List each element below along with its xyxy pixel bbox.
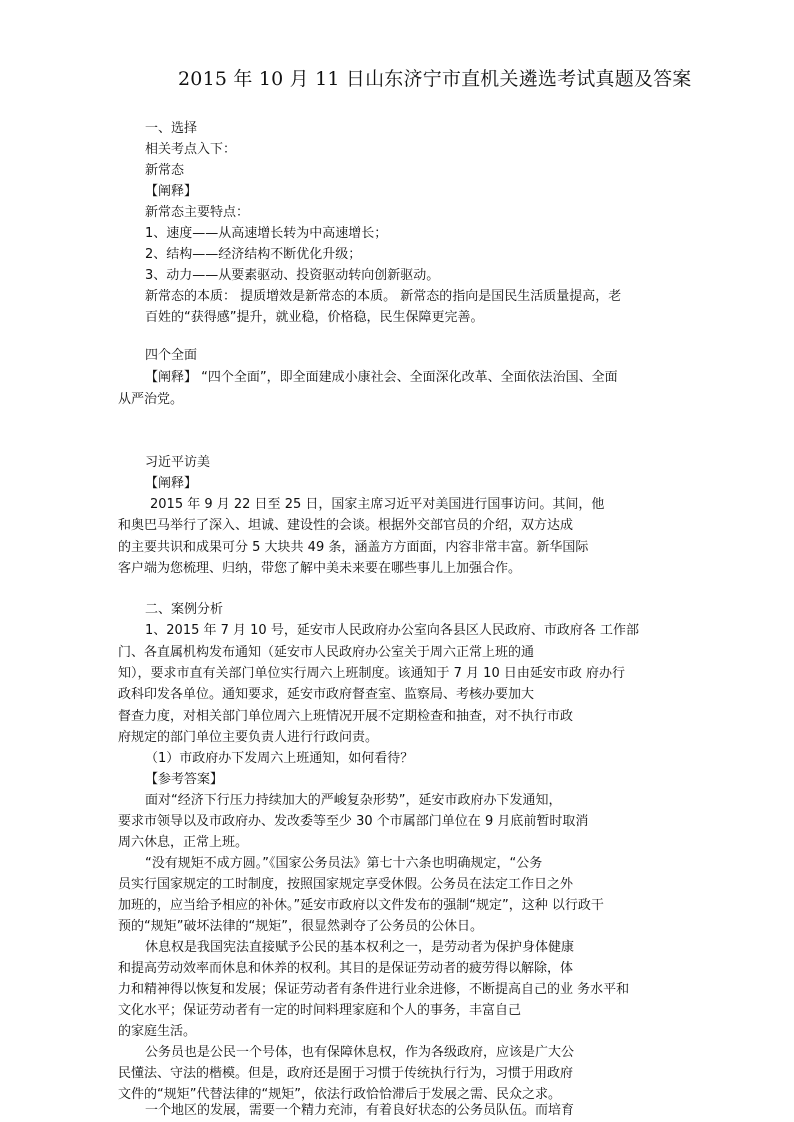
text-line: 百姓的“获得感”提升，就业稳，价格稳，民生保障更完善。: [145, 310, 484, 325]
text-line: 周六休息，正常上班。: [118, 835, 249, 850]
text-line: 面对“经济下行压力持续加大的严峻复杂形势”，延安市政府办下发通知，: [145, 793, 562, 808]
text-line: 1、2015 年 7 月 10 号，延安市人民政府办公室向各县区人民政府、市政府各 工作部: [145, 623, 639, 638]
text-line: 【阐释】 “四个全面”，即全面建成小康社会、全面深化改革、全面依法治国、全面: [145, 370, 618, 385]
question-line: （1）市政府办下发周六上班通知，如何看待？: [145, 751, 414, 766]
text-line: 客户端为您梳理、归纳，带您了解中美未来要在哪些事儿上加强合作。: [118, 561, 522, 576]
explanation-label: 【阐释】: [145, 184, 198, 199]
document-title: 2015 年 10 月 11 日山东济宁市直机关遴选考试真题及答案: [178, 68, 692, 90]
text-line: 公务员也是公民一个号体，也有保障休息权，作为各级政府，应该是广大公: [145, 1045, 575, 1060]
section-heading-choice: 一、选择: [145, 121, 198, 136]
text-line: 相关考点入下：: [145, 142, 237, 157]
text-line: 新常态主要特点：: [145, 205, 250, 220]
text-line: 的家庭生活。: [118, 1024, 197, 1039]
text-line: 府规定的部门单位主要负责人进行行政问责。: [118, 730, 379, 745]
text-line: 休息权是我国宪法直接赋予公民的基本权利之一，是劳动者为保护身体健康: [145, 940, 575, 955]
text-line: 的主要共识和成果可分 5 大块共 49 条，涵盖方方面面，内容非常丰富。新华国际: [118, 540, 589, 555]
text-line: “没有规矩不成方圆。”《国家公务员法》第七十六条也明确规定，“公务: [145, 856, 543, 871]
text-line: 新常态的本质： 提质增效是新常态的本质。 新常态的指向是国民生活质量提高，老: [145, 289, 622, 304]
topic-heading: 新常态: [145, 163, 185, 178]
text-line: 2、结构——经济结构不断优化升级；: [145, 247, 362, 262]
answer-label: 【参考答案】: [145, 772, 224, 787]
text-line: 加班的，应当给予相应的补休。”延安市政府以文件发布的强制“规定”，这种 以行政干: [118, 898, 604, 913]
text-line: 3、动力——从要素驱动、投资驱动转向创新驱动。: [145, 268, 440, 283]
text-line: 力和精神得以恢复和发展；保证劳动者有条件进行业余进修，不断提高自己的业 务水平和: [118, 982, 630, 997]
text-line: 知），要求市直有关部门单位实行周六上班制度。该通知于 7 月 10 日由延安市政 府办行: [118, 666, 625, 681]
text-line: 政科印发各单位。通知要求，延安市政府督查室、监察局、考核办要加大: [118, 687, 535, 702]
text-line: 预的“规矩”破坏法律的“规矩”，很显然剥夺了公务员的公休日。: [118, 919, 483, 934]
text-line: 督查力度，对相关部门单位周六上班情况开展不定期检查和抽查，对不执行市政: [118, 709, 574, 724]
text-line: 门、各直属机构发布通知（延安市人民政府办公室关于周六正常上班的通: [118, 645, 535, 660]
text-line: 一个地区的发展，需要一个精力充沛，有着良好状态的公务员队伍。而培育: [145, 1103, 575, 1118]
text-line: 民懂法、守法的楷模。但是，政府还是囿于习惯于传统执行行为，习惯于用政府: [118, 1066, 574, 1081]
text-line: 和奥巴马举行了深入、坦诚、建设性的会谈。根据外交部官员的介绍，双方达成: [118, 518, 574, 533]
text-line: 2015 年 9 月 22 日至 25 日，国家主席习近平对美国进行国事访问。其间，他: [150, 497, 605, 512]
text-line: 文件的“规矩”代替法律的“规矩”，依法行政恰恰滞后于发展之需、民众之求。: [118, 1087, 561, 1102]
text-line: 和提高劳动效率而休息和休养的权利。其目的是保证劳动者的疲劳得以解除，体: [118, 961, 574, 976]
text-line: 1、速度——从高速增长转为中高速增长；: [145, 226, 388, 241]
topic-heading: 四个全面: [145, 348, 198, 363]
text-line: 员实行国家规定的工时制度，按照国家规定享受休假。公务员在法定工作日之外: [118, 877, 574, 892]
explanation-label: 【阐释】: [145, 476, 198, 491]
text-line: 要求市领导以及市政府办、发改委等至少 30 个市属部门单位在 9 月底前暂时取消: [118, 814, 589, 829]
section-heading-case: 二、案例分析: [145, 602, 224, 617]
text-line: 从严治党。: [118, 392, 184, 407]
text-line: 文化水平；保证劳动者有一定的时间料理家庭和个人的事务，丰富自己: [118, 1003, 522, 1018]
topic-heading: 习近平访美: [145, 455, 211, 470]
